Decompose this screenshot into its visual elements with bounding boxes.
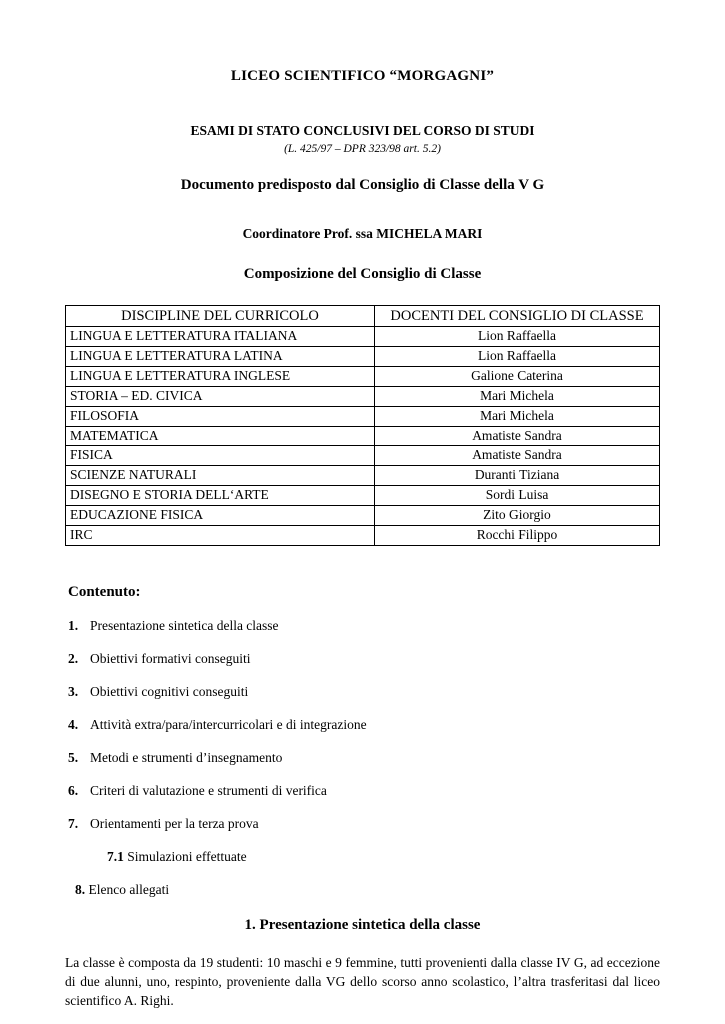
cell-discipline: MATEMATICA — [66, 426, 375, 446]
cell-discipline: LINGUA E LETTERATURA ITALIANA — [66, 327, 375, 347]
item-number: 8. — [75, 881, 86, 897]
cell-teacher: Amatiste Sandra — [375, 426, 660, 446]
item-number: 5. — [68, 749, 79, 765]
item-label: Obiettivi cognitivi conseguiti — [90, 683, 249, 699]
list-item — [68, 783, 660, 799]
cell-discipline: FISICA — [66, 446, 375, 466]
section-heading: 1. Presentazione sintetica della classe — [244, 916, 481, 933]
table-row — [66, 406, 660, 426]
page-title: LICEO SCIENTIFICO “MORGAGNI” — [230, 68, 495, 84]
list-item — [68, 684, 660, 700]
list-item — [68, 651, 660, 667]
table-row — [66, 347, 660, 367]
cell-teacher: Galione Caterina — [375, 366, 660, 386]
exam-subtitle: ESAMI DI STATO CONCLUSIVI DEL CORSO DI STUDI — [190, 123, 535, 138]
table-row — [66, 386, 660, 406]
item-number: 1. — [68, 617, 79, 633]
cell-teacher: Amatiste Sandra — [375, 446, 660, 466]
document-statement: Documento predisposto dal Consiglio di Classe della V G — [180, 177, 545, 193]
cell-discipline: IRC — [66, 525, 375, 545]
table-header-row — [66, 306, 660, 327]
sub-item-label: Simulazioni effettuate — [127, 848, 247, 864]
table-row — [66, 506, 660, 526]
list-item — [68, 618, 660, 634]
item-number: 4. — [68, 716, 79, 732]
contents-heading: Contenuto: — [68, 583, 141, 600]
cell-discipline: LINGUA E LETTERATURA INGLESE — [66, 366, 375, 386]
cell-teacher: Mari Michela — [375, 386, 660, 406]
table-row — [66, 426, 660, 446]
list-item — [68, 717, 660, 733]
sub-item-number: 7.1 — [107, 848, 124, 864]
item-label: Criteri di valutazione e strumenti di verifica — [90, 782, 327, 798]
item-label: Elenco allegati — [88, 881, 170, 897]
item-label: Obiettivi formativi conseguiti — [90, 650, 251, 666]
cell-teacher: Sordi Luisa — [375, 486, 660, 506]
item-label: Presentazione sintetica della classe — [90, 617, 279, 633]
section-paragraph: La classe è composta da 19 studenti: 10 maschi e 9 femmine, tutti provenienti dalla classe IV G, ad eccezione di due alunni, uno, respinto, proveniente dalla VG dello scorso anno scolastico, l’altra trasferitasi dal liceo scientifico A. Righi. — [65, 954, 660, 1009]
table-row — [66, 525, 660, 545]
cell-discipline: SCIENZE NATURALI — [66, 466, 375, 486]
item-number: 3. — [68, 683, 79, 699]
cell-discipline: DISEGNO E STORIA DELL‘ARTE — [66, 486, 375, 506]
cell-discipline: FILOSOFIA — [66, 406, 375, 426]
contents-list — [65, 618, 660, 832]
cell-discipline: STORIA – ED. CIVICA — [66, 386, 375, 406]
table-row — [66, 366, 660, 386]
column-header-discipline: DISCIPLINE DEL CURRICOLO — [66, 306, 375, 327]
list-item-eight — [75, 882, 660, 898]
coordinator-line: Coordinatore Prof. ssa MICHELA MARI — [242, 226, 483, 241]
cell-teacher: Lion Raffaella — [375, 347, 660, 367]
law-reference: (L. 425/97 – DPR 323/98 art. 5.2) — [284, 143, 441, 155]
item-number: 2. — [68, 650, 79, 666]
item-label: Attività extra/para/intercurricolari e di integrazione — [90, 716, 367, 732]
cell-teacher: Zito Giorgio — [375, 506, 660, 526]
sub-list-item — [107, 849, 660, 865]
table-row — [66, 327, 660, 347]
cell-discipline: EDUCAZIONE FISICA — [66, 506, 375, 526]
council-table — [65, 305, 660, 546]
cell-teacher: Duranti Tiziana — [375, 466, 660, 486]
cell-teacher: Mari Michela — [375, 406, 660, 426]
cell-discipline: LINGUA E LETTERATURA LATINA — [66, 347, 375, 367]
table-row — [66, 466, 660, 486]
item-number: 7. — [68, 815, 79, 831]
composition-title: Composizione del Consiglio di Classe — [243, 266, 482, 282]
column-header-teacher: DOCENTI DEL CONSIGLIO DI CLASSE — [375, 306, 660, 327]
table-row — [66, 446, 660, 466]
item-label: Orientamenti per la terza prova — [90, 815, 259, 831]
table-row — [66, 486, 660, 506]
cell-teacher: Lion Raffaella — [375, 327, 660, 347]
list-item — [68, 816, 660, 832]
list-item — [68, 750, 660, 766]
item-label: Metodi e strumenti d’insegnamento — [90, 749, 283, 765]
cell-teacher: Rocchi Filippo — [375, 525, 660, 545]
item-number: 6. — [68, 782, 79, 798]
